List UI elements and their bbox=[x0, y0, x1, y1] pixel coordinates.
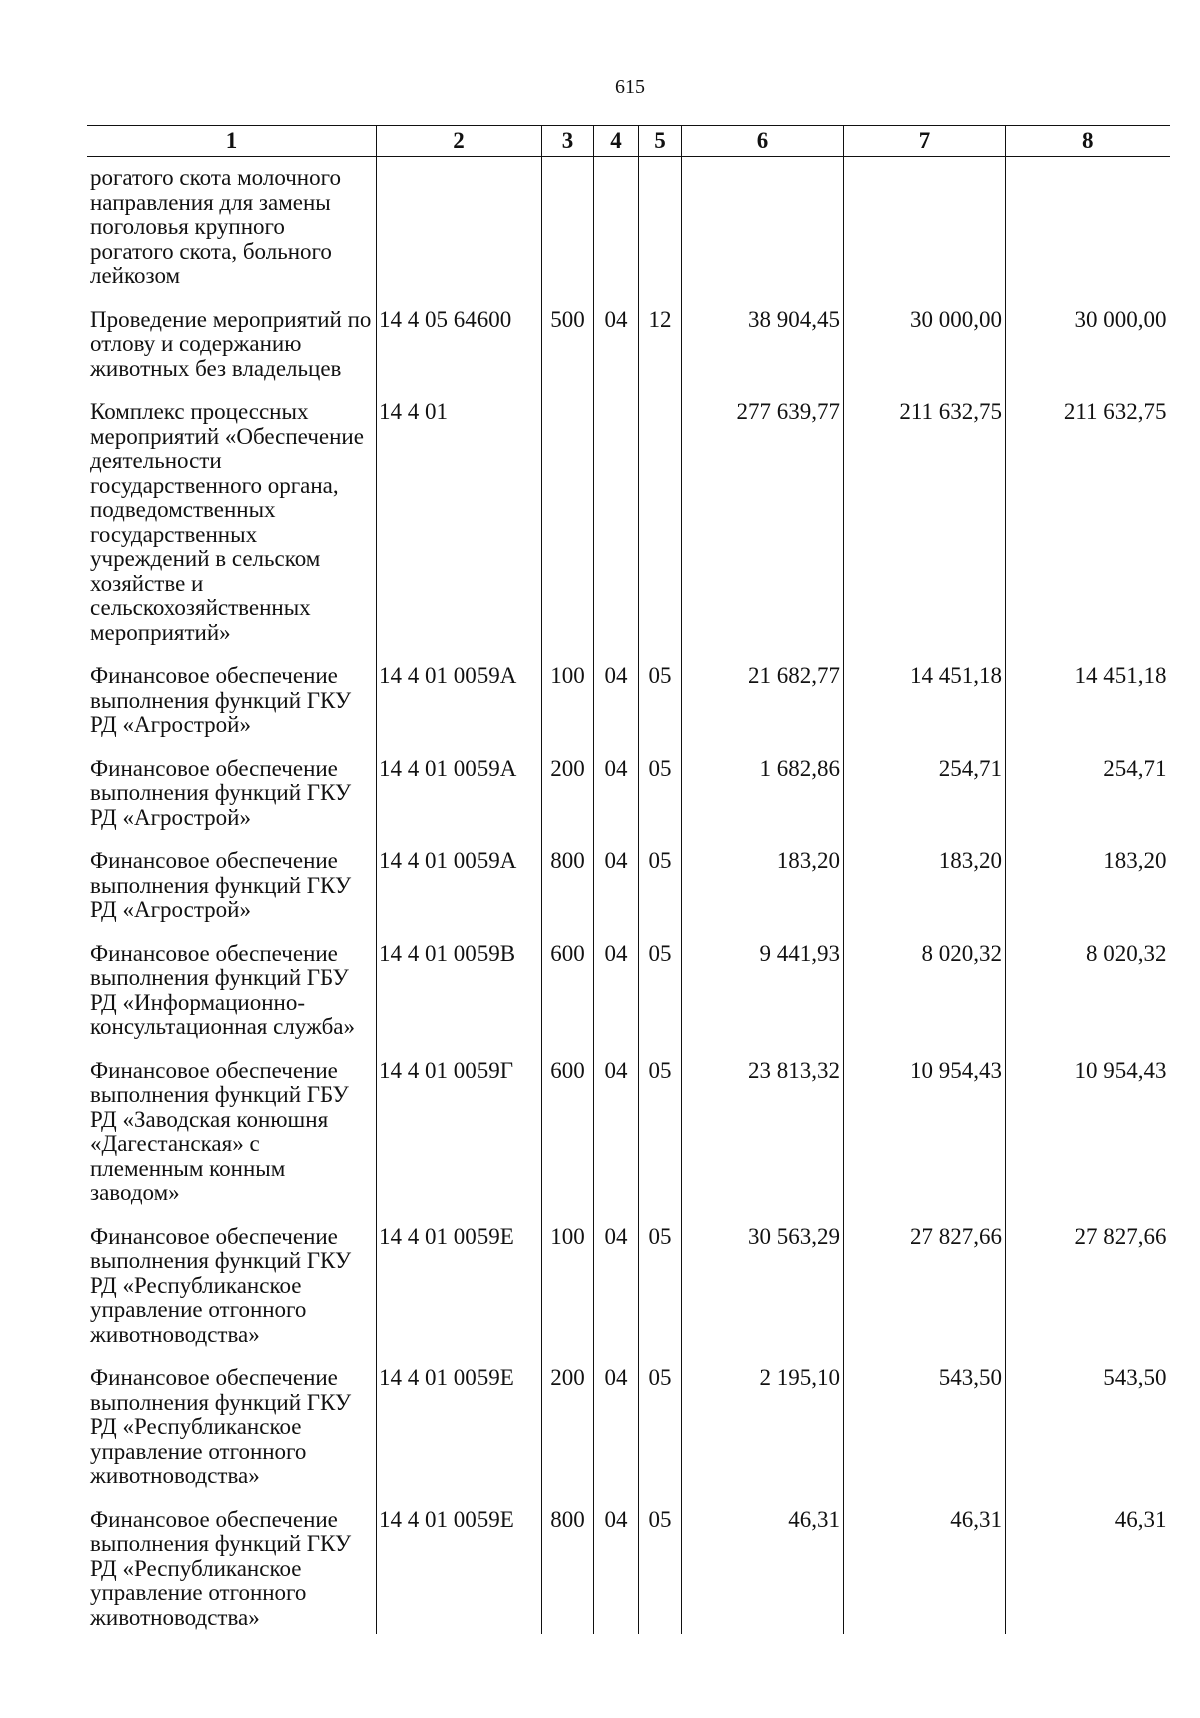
subsection-code: 12 bbox=[639, 308, 682, 401]
amount-col-7: 14 451,18 bbox=[844, 664, 1006, 757]
classification-code: 14 4 01 0059В bbox=[377, 942, 542, 1059]
amount-col-7: 30 000,00 bbox=[844, 308, 1006, 401]
table-row bbox=[87, 757, 1170, 850]
item-name: Финансовое обеспечение выполнения функций ГКУ РД «Республиканское управление отгонного животноводства» bbox=[90, 1365, 352, 1488]
item-name: Финансовое обеспечение выполнения функций ГКУ РД «Агрострой» bbox=[90, 755, 352, 830]
amount-col-8: 211 632,75 bbox=[1006, 400, 1170, 664]
section-code bbox=[594, 157, 639, 308]
section-code: 04 bbox=[594, 1508, 639, 1635]
column-header: 8 bbox=[1006, 126, 1170, 157]
expense-type-code: 200 bbox=[542, 1366, 594, 1508]
header-row bbox=[87, 126, 1170, 157]
amount-col-6: 277 639,77 bbox=[682, 400, 844, 664]
table-row bbox=[87, 942, 1170, 1059]
amount-col-8: 14 451,18 bbox=[1006, 664, 1170, 757]
item-name: Комплекс процессных мероприятий «Обеспечение деятельности государственного органа, подведомственных государственных учреждений в сельском хозяйстве и сельскохозяйственных мероприятий» bbox=[90, 399, 364, 645]
table-header bbox=[87, 126, 1170, 157]
column-header: 4 bbox=[594, 126, 639, 157]
subsection-code: 05 bbox=[639, 1225, 682, 1367]
subsection-code bbox=[639, 400, 682, 664]
expense-type-code: 200 bbox=[542, 757, 594, 850]
section-code: 04 bbox=[594, 664, 639, 757]
column-header: 5 bbox=[639, 126, 682, 157]
section-code: 04 bbox=[594, 1225, 639, 1367]
expense-type-code: 100 bbox=[542, 1225, 594, 1367]
classification-code: 14 4 05 64600 bbox=[377, 308, 542, 401]
amount-col-6: 23 813,32 bbox=[682, 1059, 844, 1225]
amount-col-7: 254,71 bbox=[844, 757, 1006, 850]
amount-col-7 bbox=[844, 157, 1006, 308]
table-body bbox=[87, 157, 1170, 1635]
subsection-code: 05 bbox=[639, 942, 682, 1059]
amount-col-7: 27 827,66 bbox=[844, 1225, 1006, 1367]
subsection-code: 05 bbox=[639, 664, 682, 757]
amount-col-6: 9 441,93 bbox=[682, 942, 844, 1059]
amount-col-8: 46,31 bbox=[1006, 1508, 1170, 1635]
subsection-code: 05 bbox=[639, 1508, 682, 1635]
budget-table bbox=[87, 125, 1170, 1634]
expense-type-code: 600 bbox=[542, 942, 594, 1059]
amount-col-6: 183,20 bbox=[682, 849, 844, 942]
classification-code bbox=[377, 157, 542, 308]
amount-col-8: 27 827,66 bbox=[1006, 1225, 1170, 1367]
table-row bbox=[87, 400, 1170, 664]
expense-type-code: 800 bbox=[542, 1508, 594, 1635]
expense-type-code bbox=[542, 157, 594, 308]
amount-col-7: 183,20 bbox=[844, 849, 1006, 942]
expense-type-code bbox=[542, 400, 594, 664]
amount-col-6: 30 563,29 bbox=[682, 1225, 844, 1367]
item-name: Финансовое обеспечение выполнения функций ГКУ РД «Агрострой» bbox=[90, 663, 352, 737]
section-code: 04 bbox=[594, 757, 639, 850]
table-row bbox=[87, 308, 1170, 401]
amount-col-7: 543,50 bbox=[844, 1366, 1006, 1508]
table-row bbox=[87, 1225, 1170, 1367]
amount-col-6 bbox=[682, 157, 844, 308]
expense-type-code: 100 bbox=[542, 664, 594, 757]
section-code: 04 bbox=[594, 849, 639, 942]
subsection-code: 05 bbox=[639, 1059, 682, 1225]
classification-code: 14 4 01 bbox=[377, 400, 542, 664]
classification-code: 14 4 01 0059Е bbox=[377, 1508, 542, 1635]
table-row bbox=[87, 849, 1170, 942]
section-code: 04 bbox=[594, 308, 639, 401]
item-name: Проведение мероприятий по отлову и содержанию животных без владельцев bbox=[90, 306, 372, 381]
column-header: 1 bbox=[87, 126, 377, 157]
item-name: Финансовое обеспечение выполнения функций ГКУ РД «Республиканское управление отгонного животноводства» bbox=[90, 1223, 352, 1347]
amount-col-7: 46,31 bbox=[844, 1508, 1006, 1635]
amount-col-8: 10 954,43 bbox=[1006, 1059, 1170, 1225]
amount-col-6: 2 195,10 bbox=[682, 1366, 844, 1508]
section-code: 04 bbox=[594, 1366, 639, 1508]
amount-col-6: 21 682,77 bbox=[682, 664, 844, 757]
section-code bbox=[594, 400, 639, 664]
classification-code: 14 4 01 0059А bbox=[377, 757, 542, 850]
amount-col-8: 254,71 bbox=[1006, 757, 1170, 850]
amount-col-6: 1 682,86 bbox=[682, 757, 844, 850]
amount-col-6: 38 904,45 bbox=[682, 308, 844, 401]
column-header: 2 bbox=[377, 126, 542, 157]
item-name: рогатого скота молочного направления для замены поголовья крупного рогатого скота, больного лейкозом bbox=[90, 165, 341, 288]
subsection-code: 05 bbox=[639, 757, 682, 850]
page-number: 615 bbox=[615, 76, 645, 98]
column-header: 7 bbox=[844, 126, 1006, 157]
table-row bbox=[87, 1366, 1170, 1508]
table-row bbox=[87, 664, 1170, 757]
amount-col-6: 46,31 bbox=[682, 1508, 844, 1635]
classification-code: 14 4 01 0059Е bbox=[377, 1225, 542, 1367]
column-header: 6 bbox=[682, 126, 844, 157]
amount-col-7: 211 632,75 bbox=[844, 400, 1006, 664]
section-code: 04 bbox=[594, 942, 639, 1059]
item-name: Финансовое обеспечение выполнения функций ГБУ РД «Информационно-консультационная служба» bbox=[90, 940, 355, 1039]
amount-col-7: 10 954,43 bbox=[844, 1059, 1006, 1225]
table-row bbox=[87, 1508, 1170, 1635]
item-name: Финансовое обеспечение выполнения функций ГКУ РД «Республиканское управление отгонного животноводства» bbox=[90, 1506, 352, 1630]
classification-code: 14 4 01 0059Е bbox=[377, 1366, 542, 1508]
table-row bbox=[87, 1059, 1170, 1225]
subsection-code: 05 bbox=[639, 849, 682, 942]
item-name: Финансовое обеспечение выполнения функций ГКУ РД «Агрострой» bbox=[90, 848, 352, 922]
amount-col-8: 543,50 bbox=[1006, 1366, 1170, 1508]
item-name: Финансовое обеспечение выполнения функций ГБУ РД «Заводская конюшня «Дагестанская» с племенным конным заводом» bbox=[90, 1057, 349, 1205]
expense-type-code: 500 bbox=[542, 308, 594, 401]
section-code: 04 bbox=[594, 1059, 639, 1225]
classification-code: 14 4 01 0059Г bbox=[377, 1059, 542, 1225]
amount-col-8: 8 020,32 bbox=[1006, 942, 1170, 1059]
amount-col-8: 183,20 bbox=[1006, 849, 1170, 942]
classification-code: 14 4 01 0059А bbox=[377, 664, 542, 757]
amount-col-7: 8 020,32 bbox=[844, 942, 1006, 1059]
expense-type-code: 600 bbox=[542, 1059, 594, 1225]
subsection-code: 05 bbox=[639, 1366, 682, 1508]
table-row bbox=[87, 157, 1170, 308]
subsection-code bbox=[639, 157, 682, 308]
column-header: 3 bbox=[542, 126, 594, 157]
expense-type-code: 800 bbox=[542, 849, 594, 942]
amount-col-8: 30 000,00 bbox=[1006, 308, 1170, 401]
amount-col-8 bbox=[1006, 157, 1170, 308]
classification-code: 14 4 01 0059А bbox=[377, 849, 542, 942]
